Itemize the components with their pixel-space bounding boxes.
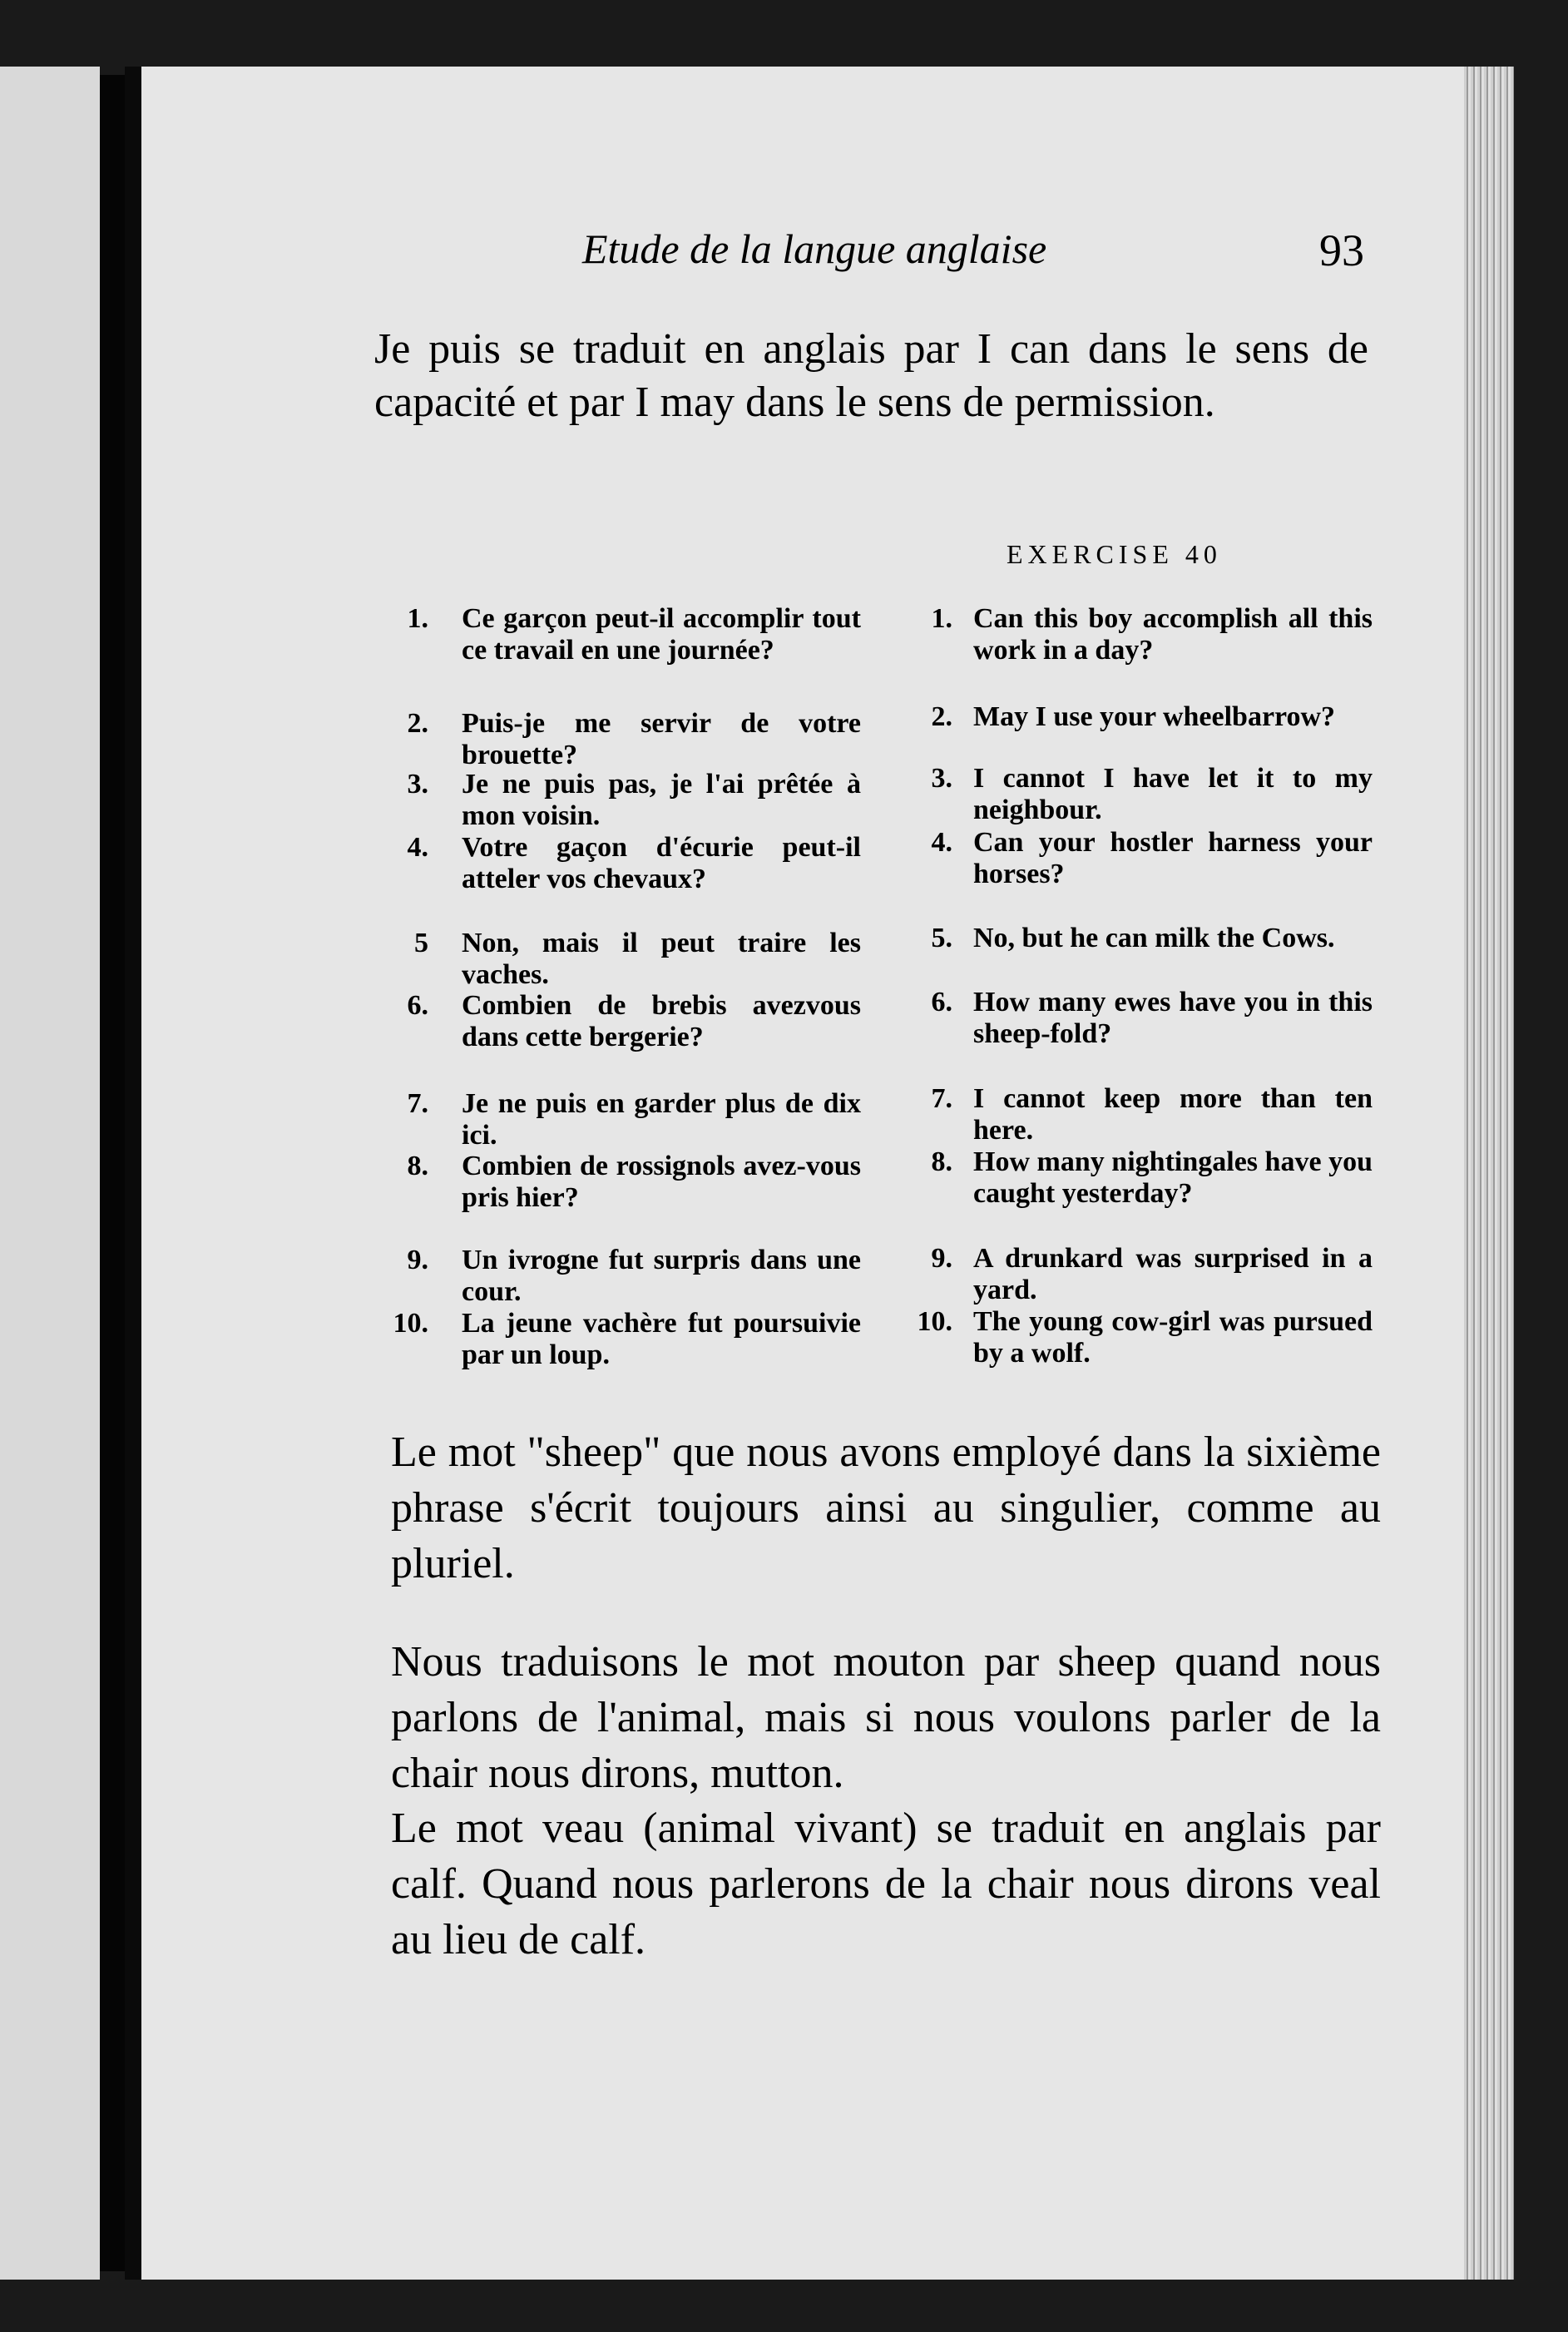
item-number: 10.	[393, 1308, 428, 1339]
french-sentence: Non, mais il peut traire les vaches.	[462, 928, 861, 990]
item-number: 6.	[931, 987, 952, 1017]
english-sentence: How many ewes have you in this sheep-fold?	[973, 987, 1373, 1049]
english-sentence: May I use your wheelbarrow?	[973, 701, 1336, 732]
french-sentence: La jeune vachère fut poursuivie par un loup.	[462, 1308, 861, 1370]
french-sentence: Puis-je me servir de votre brouette?	[462, 708, 861, 770]
english-sentence: The young cow-girl was pursued by a wolf.	[973, 1306, 1373, 1369]
french-sentence: Je ne puis en garder plus de dix ici.	[462, 1088, 861, 1151]
english-sentence: Can this boy accomplish all this work in a day?	[973, 603, 1373, 666]
body-paragraph-1: Le mot "sheep" que nous avons employé dans la sixième phrase s'écrit toujours ainsi au singulier, comme au pluriel.	[391, 1428, 1381, 1587]
item-number: 2.	[407, 708, 428, 739]
book-gutter	[100, 75, 125, 2271]
english-sentence: Can your hostler harness your horses?	[973, 827, 1373, 889]
item-number: 1.	[407, 603, 428, 634]
item-number: 8.	[931, 1146, 952, 1177]
intro-paragraph: Je puis se traduit en anglais par I can dans le sens de capacité et par I may dans le sens de permission.	[374, 325, 1368, 426]
item-number: 9.	[407, 1245, 428, 1275]
item-number: 8.	[407, 1151, 428, 1181]
english-sentence: I cannot I have let it to my neighbour.	[973, 763, 1373, 825]
french-sentence: Votre gaçon d'écurie peut-il atteler vos chevaux?	[462, 832, 861, 894]
item-number: 2.	[931, 701, 952, 732]
item-number: 5.	[931, 923, 952, 953]
item-number: 7.	[931, 1083, 952, 1114]
body-paragraph-2: Nous traduisons le mot mouton par sheep quand nous parlons de l'animal, mais si nous voulons parler de la chair nous dirons, mutton.	[391, 1638, 1381, 1797]
item-number: 1.	[931, 603, 952, 634]
item-number: 3.	[931, 763, 952, 794]
item-number: 5	[414, 928, 428, 958]
facing-page-edge	[0, 67, 100, 2280]
item-number: 4.	[931, 827, 952, 858]
item-number: 10.	[917, 1306, 952, 1337]
english-sentence: A drunkard was surprised in a yard.	[973, 1243, 1373, 1305]
exercise-title: EXERCISE 40	[1007, 539, 1222, 569]
body-paragraph-3: Le mot veau (animal vivant) se traduit en anglais par calf. Quand nous parlerons de la chair nous dirons veal au lieu de calf.	[391, 1805, 1381, 1963]
english-sentence: No, but he can milk the Cows.	[973, 923, 1335, 953]
page-number: 93	[1319, 225, 1364, 275]
english-sentence: I cannot keep more than ten here.	[973, 1083, 1373, 1146]
french-sentence: Ce garçon peut-il accomplir tout ce travail en une journée?	[462, 603, 861, 666]
page-stack-edge	[1464, 67, 1514, 2280]
item-number: 6.	[407, 990, 428, 1021]
french-sentence: Je ne puis pas, je l'ai prêtée à mon voisin.	[462, 769, 861, 831]
english-sentence: How many nightingales have you caught yesterday?	[973, 1146, 1373, 1209]
french-sentence: Combien de brebis avezvous dans cette bergerie?	[462, 990, 861, 1052]
item-number: 4.	[407, 832, 428, 863]
running-title: Etude de la langue anglaise	[582, 225, 1047, 272]
item-number: 7.	[407, 1088, 428, 1119]
item-number: 9.	[931, 1243, 952, 1274]
item-number: 3.	[407, 769, 428, 800]
french-sentence: Combien de rossignols avez-vous pris hier?	[462, 1151, 861, 1213]
french-sentence: Un ivrogne fut surpris dans une cour.	[462, 1245, 861, 1307]
